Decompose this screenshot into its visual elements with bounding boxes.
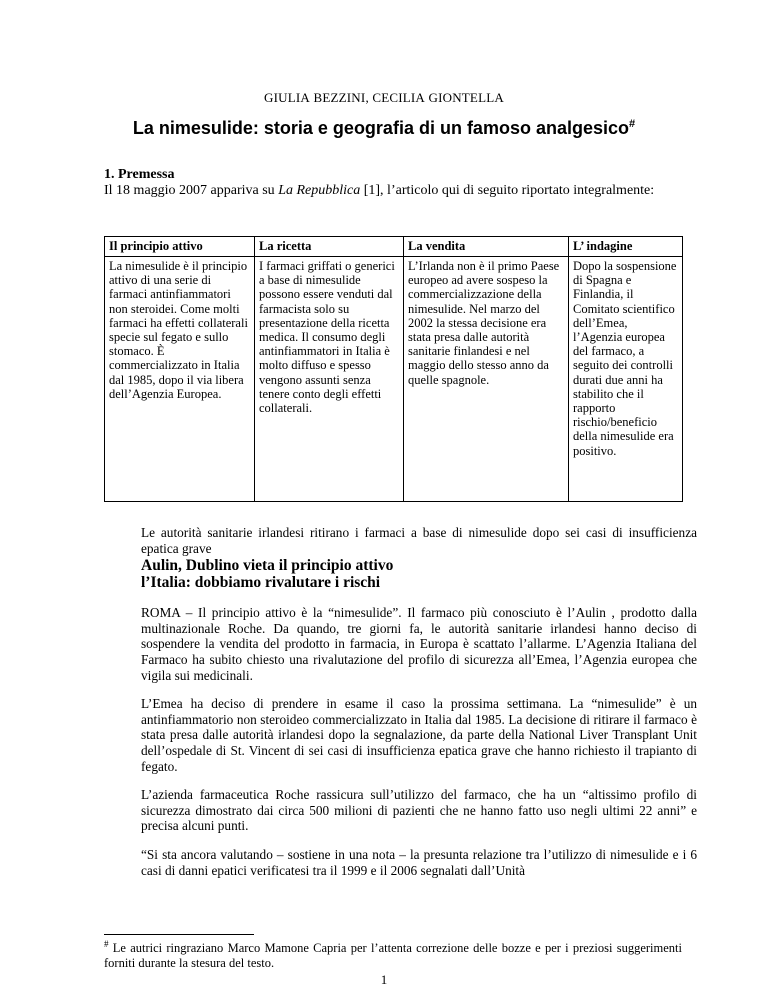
article-paragraph: L’azienda farmaceutica Roche rassicura sull’utilizzo del farmaco, che ha un “altissimo profilo di sicurezza dimostrato dai circa 500 milioni di pazienti che ne hanno fatto uso negli ultimi 22 anni” e precisa alcuni punti. [141, 787, 697, 834]
info-table [104, 236, 683, 502]
quoted-article [141, 525, 697, 891]
section-heading: 1. Premessa [104, 167, 175, 182]
article-paragraph: ROMA – Il principio attivo è la “nimesulide”. Il farmaco più conosciuto è l’Aulin , prodotto dalla multinazionale Roche. Da quando, tre giorni fa, le autorità sanitarie irlandesi hanno deciso di sospendere la vendita del prodotto in farmacia, in Europa è scattato l’allarme. L’Agenzia Italiana del Farmaco ha subito chiesto una rivalutazione del profilo di sicurezza all’Emea, l’Agenzia europea che vigila sui medicinali. [141, 605, 697, 683]
intro-paragraph: Il 18 maggio 2007 appariva su La Repubblica [1], l’articolo qui di seguito riportato integralmente: [104, 183, 655, 198]
article-headline: Aulin, Dublino vieta il principio attivo l’Italia: dobbiamo rivalutare i rischi [141, 557, 394, 592]
journal-name: La Repubblica [278, 183, 361, 198]
article-paragraph: “Si sta ancora valutando – sostiene in una nota – la presunta relazione tra l’utilizzo di nimesulide e i 6 casi di danni epatici verificatesi tra il 1999 e il 2006 segnalati dall’Unità [141, 846, 697, 878]
footnote: # Le autrici ringraziano Marco Mamone Capria per l’attenta correzione delle bozze e per i preziosi suggerimenti forniti durante la stesura del testo. [104, 939, 682, 971]
author-line: GIULIA BEZZINI, CECILIA GIONTELLA [264, 90, 504, 105]
footnote-divider [104, 934, 254, 935]
table-header-ricetta: La ricetta [255, 237, 404, 257]
table-header-principio: Il principio attivo [105, 237, 255, 257]
table-header-indagine: L’ indagine [569, 237, 683, 257]
table-header-vendita: La vendita [404, 237, 569, 257]
title-footnote-mark: # [629, 118, 636, 130]
table-cell-vendita: L’Irlanda non è il primo Paese europeo ad avere sospeso la commercializzazione della nimesulide. Nel marzo del 2002 la stessa decisione era stata presa dalle autorità sanitarie finlandesi e nel maggio dello stesso anno da quelle spagnole. [404, 257, 569, 502]
page-number: 1 [380, 972, 388, 987]
article-subhead: Le autorità sanitarie irlandesi ritirano i farmaci a base di nimesulide dopo sei casi di insufficienza epatica grave [141, 525, 697, 556]
footnote-mark: # [104, 939, 109, 949]
table-cell-indagine: Dopo la sospensione di Spagna e Finlandia, il Comitato scientifico dell’Emea, l’Agenzia europea del farmaco, a seguito dei controlli durati due anni ha stabilito che il rapporto rischio/beneficio della nimesulide era positivo. [569, 257, 683, 502]
table-cell-ricetta: I farmaci griffati o generici a base di nimesulide possono essere venduti dal farmacista solo su presentazione della ricetta medica. Il consumo degli antinfiammatori in Italia è molto diffuso e spesso vengono assunti senza tenere conto degli effetti collaterali. [255, 257, 404, 502]
paper-title: La nimesulide: storia e geografia di un famoso analgesico# [132, 118, 636, 138]
table-cell-principio: La nimesulide è il principio attivo di una serie di farmaci antinfiammatori non steroidei. Come molti farmaci ha effetti collaterali specie sul fegato e sullo stomaco. È commercializzato in Italia dal 1985, dopo il via libera dell’Agenzia Europea. [105, 257, 255, 502]
article-paragraph: L’Emea ha deciso di prendere in esame il caso la prossima settimana. La “nimesulide” è un antinfiammatorio non steroideo commercializzato in Italia dal 1985. La decisione di ritirare il farmaco è stata presa dalle autorità irlandesi dopo la segnalazione, da parte della National Liver Transplant Unit dell’ospedale di St. Vincent di sei casi di insufficienza epatica grave che hanno richiesto il trapianto di fegato. [141, 696, 697, 774]
